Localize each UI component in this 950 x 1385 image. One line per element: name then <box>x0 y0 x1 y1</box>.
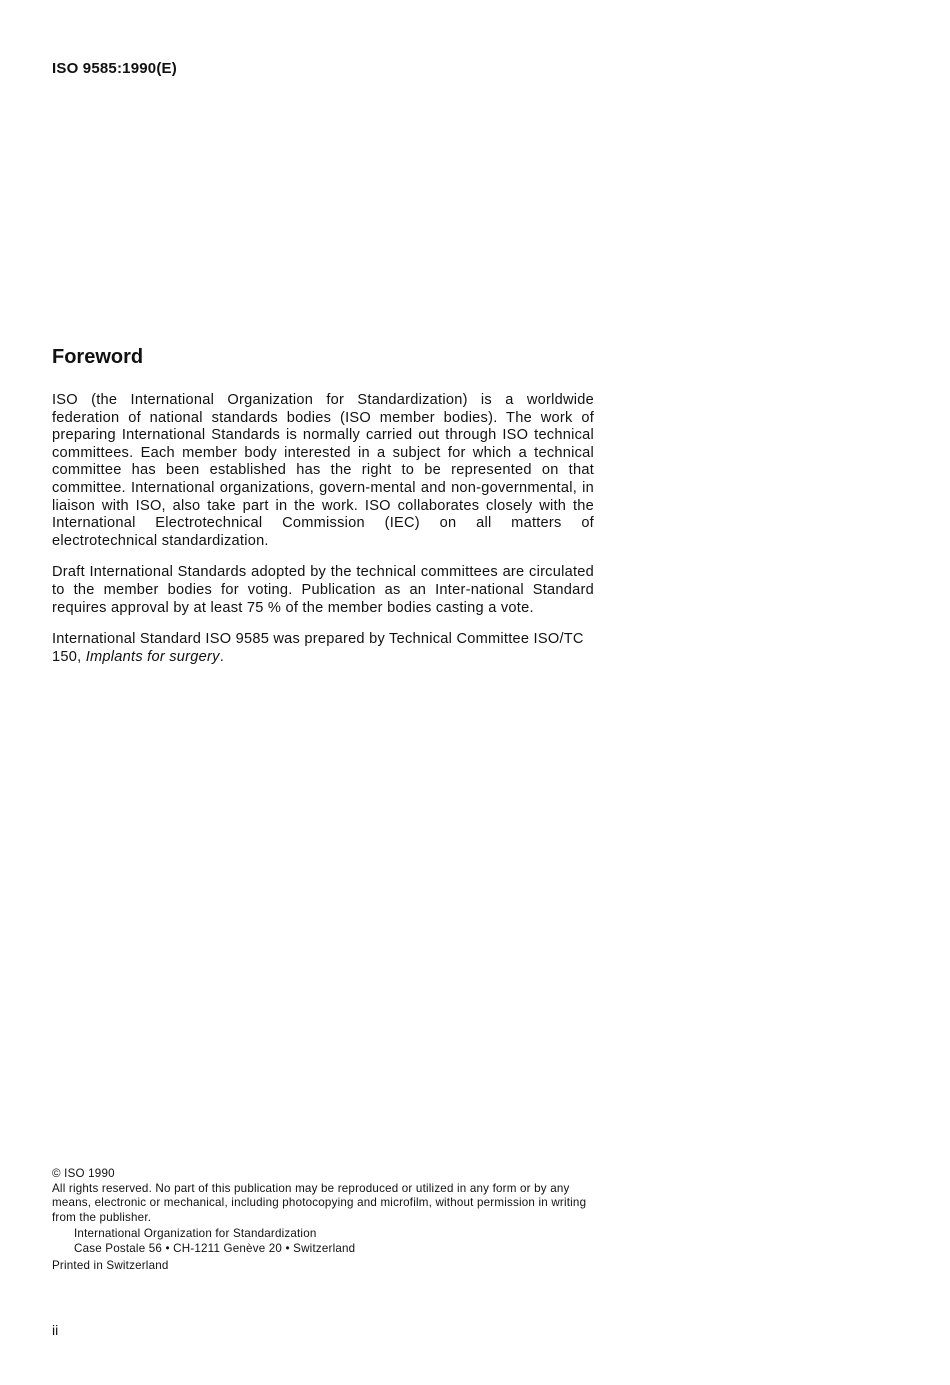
foreword-paragraph-prepared-by <box>52 631 594 666</box>
copyright-block <box>52 1167 600 1274</box>
prepared-by-end: . <box>219 648 224 665</box>
printed-in: Printed in Switzerland <box>52 1259 169 1272</box>
copyright-line: © ISO 1990 <box>52 1167 115 1180</box>
page-number: ii <box>52 1322 59 1338</box>
foreword-heading: Foreword <box>52 346 144 368</box>
prepared-by-text: International Standard ISO 9585 was prepared by Technical Committee ISO/TC 150, <box>52 631 584 665</box>
foreword-body <box>52 392 594 680</box>
rights-statement: All rights reserved. No part of this publication may be reproduced or utilized in any form or by any means, electronic or mechanical, including photocopying and microfilm, without permission in writing from the publisher. <box>52 1181 587 1224</box>
foreword-paragraph: ISO (the International Organization for Standardization) is a worldwide federation of national standards bodies (ISO member bodies). The work of preparing International Standards is normally carried out through ISO technical committees. Each member body interested in a subject for which a technical committee has been established has the right to be represented on that committee. International organizations, govern-mental and non-governmental, in liaison with ISO, also take part in the work. ISO collaborates closely with the International Electrotechnical Commission (IEC) on all matters of electrotechnical standardization. <box>52 392 594 549</box>
publisher-address: Case Postale 56 • CH-1211 Genève 20 • Switzerland <box>74 1241 356 1255</box>
foreword-paragraph: Draft International Standards adopted by the technical committees are circulated to the member bodies for voting. Publication as an Inter-national Standard requires approval by at least 75 % of the member bodies casting a vote. <box>52 564 594 616</box>
document-id: ISO 9585:1990(E) <box>52 60 177 77</box>
committee-title: Implants for surgery <box>85 648 220 665</box>
publisher-name: International Organization for Standardization <box>74 1227 317 1240</box>
